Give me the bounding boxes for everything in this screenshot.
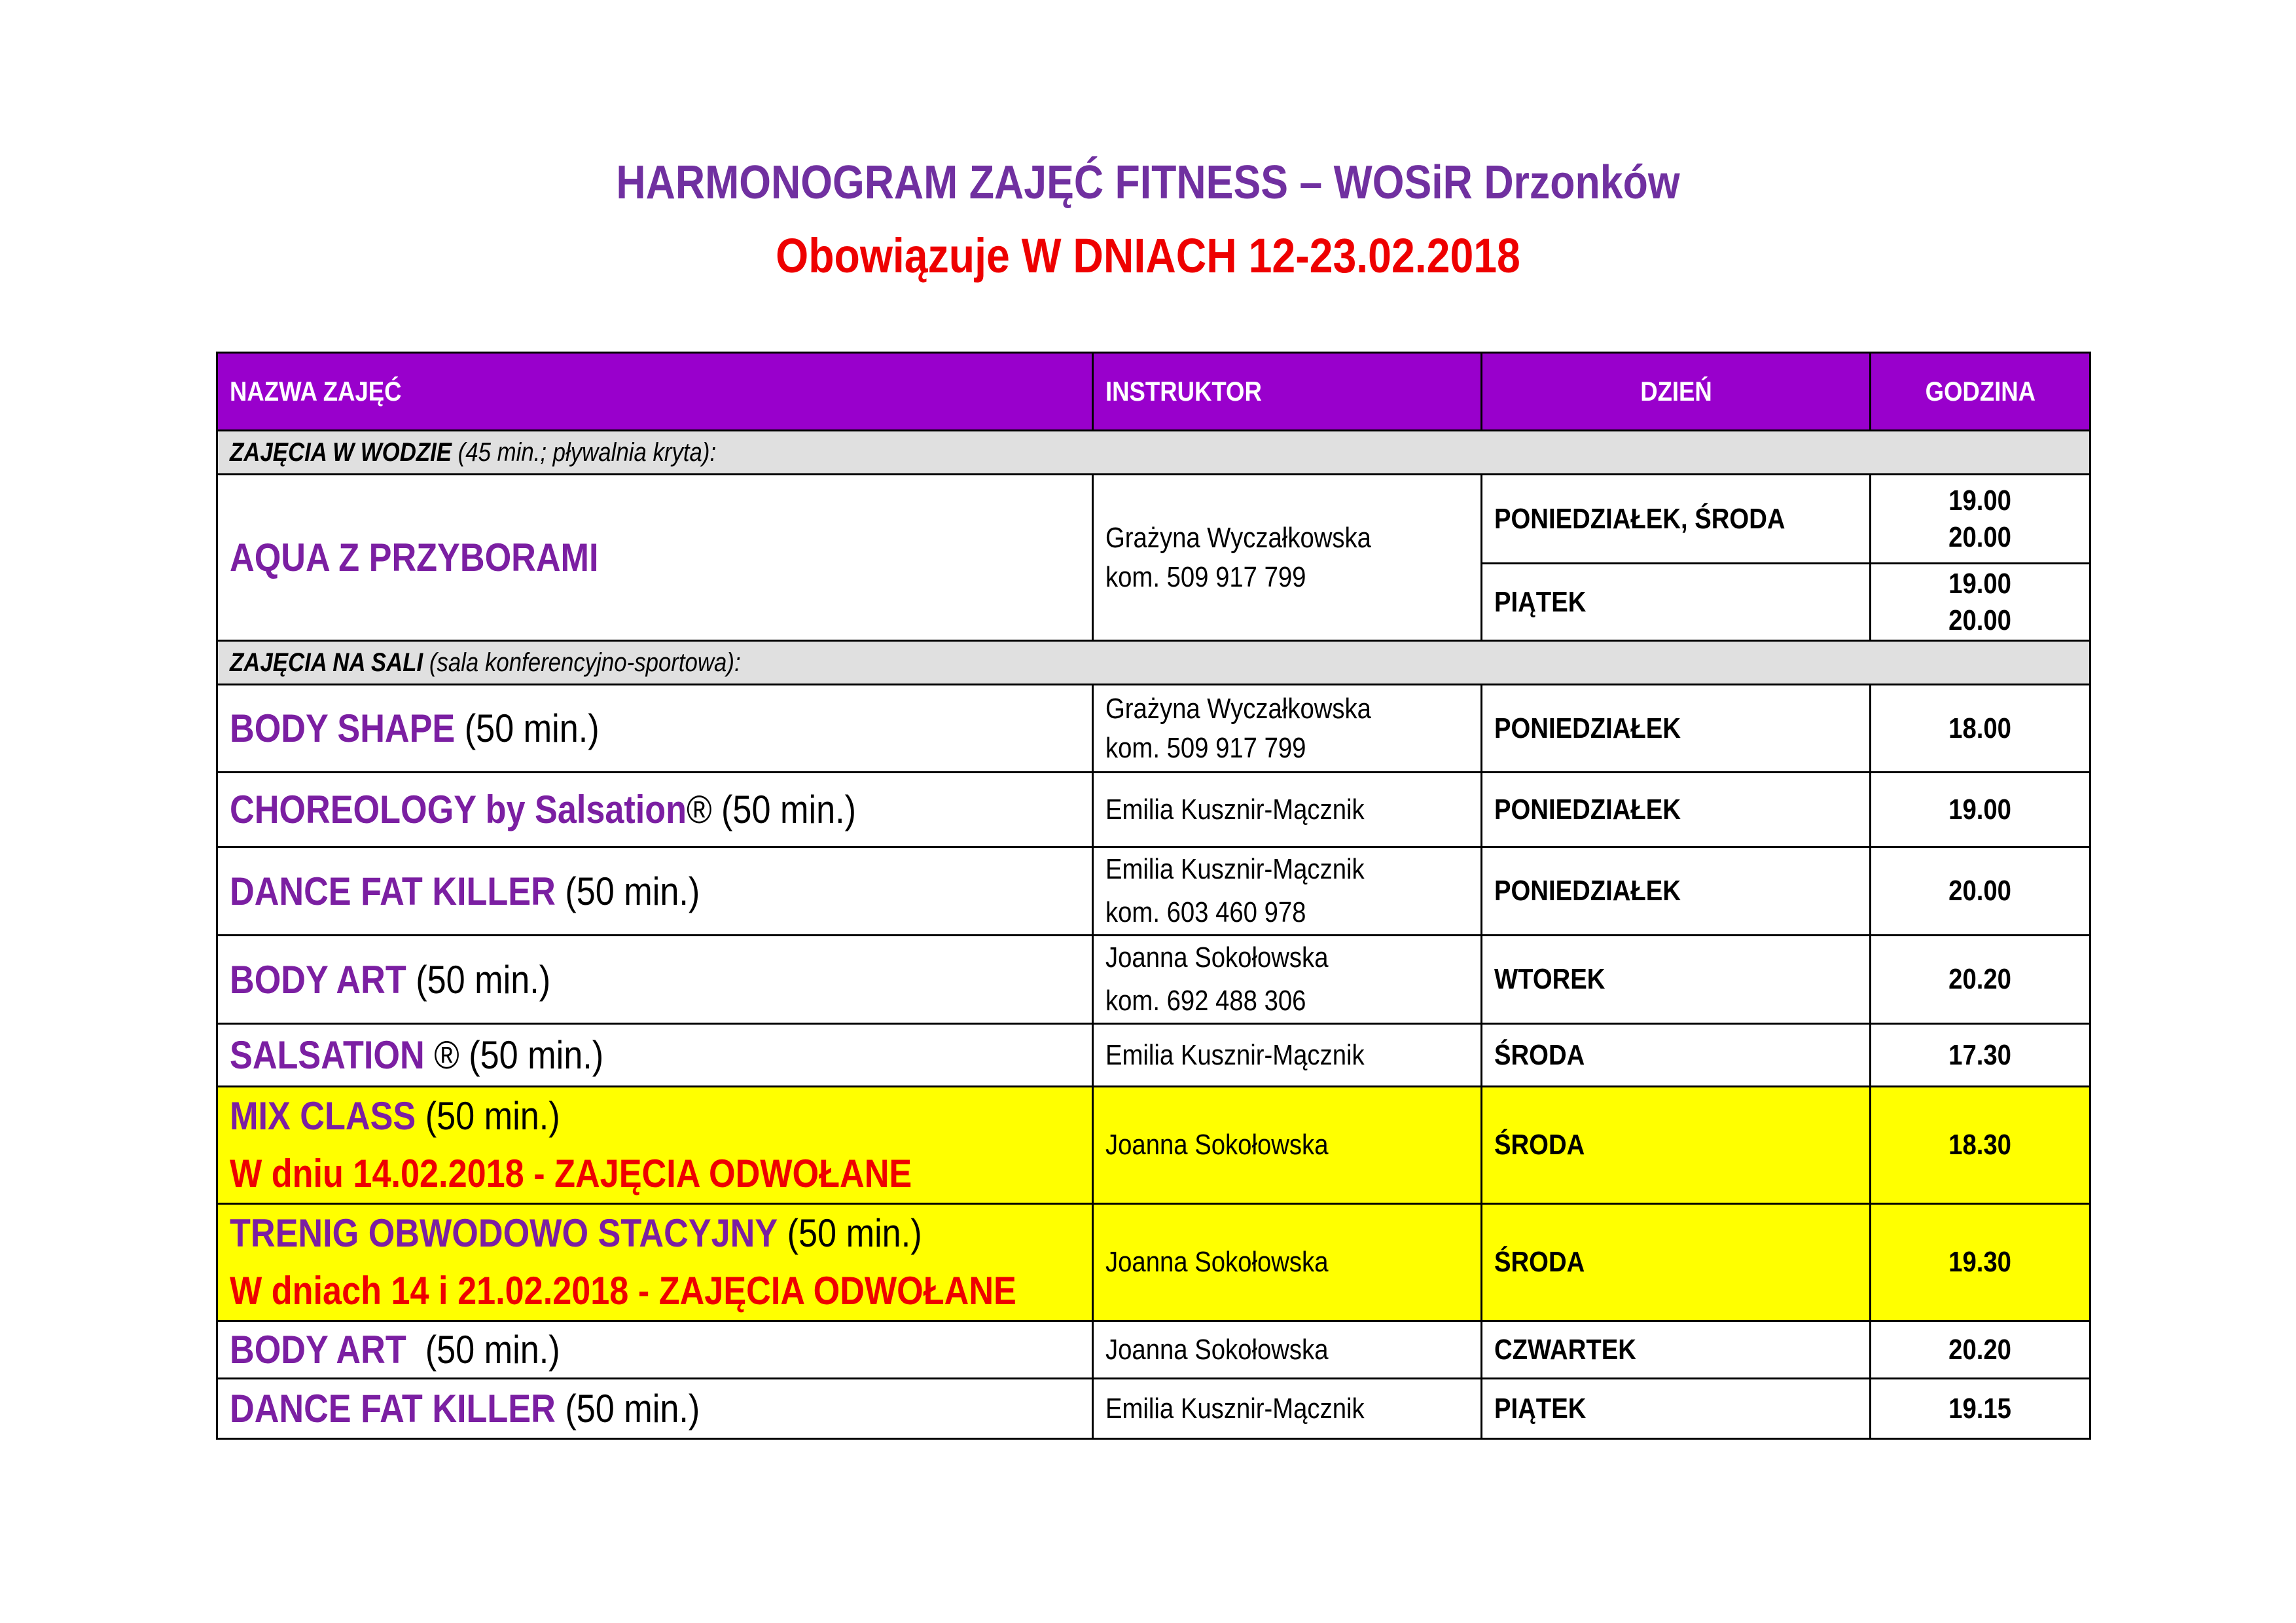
- hour-cell: 19.00: [1871, 773, 2090, 847]
- table-row: [217, 1379, 2090, 1439]
- column-header-name: NAZWA ZAJĘĆ: [217, 353, 1093, 431]
- column-header-instructor: INSTRUKTOR: [1093, 353, 1482, 431]
- instructor-cell: Emilia Kusznir-Mącznik kom. 603 460 978: [1093, 847, 1482, 936]
- day-cell: PONIEDZIAŁEK: [1482, 773, 1871, 847]
- day-cell: PIĄTEK: [1482, 564, 1871, 641]
- class-name-cell: MIX CLASS (50 min.) W dniu 14.02.2018 - ZAJĘCIA ODWOŁANE: [217, 1087, 1093, 1204]
- hour-cell: 18.30: [1871, 1087, 2090, 1204]
- cancellation-notice: W dniach 14 i 21.02.2018 - ZAJĘCIA ODWOŁANE: [230, 1269, 1016, 1313]
- column-header-hour: GODZINA: [1871, 353, 2090, 431]
- hour-cell: 17.30: [1871, 1024, 2090, 1087]
- class-name-cell: BODY SHAPE (50 min.): [217, 685, 1093, 773]
- day-cell: PIĄTEK: [1482, 1379, 1871, 1439]
- hour-cell: 20.20: [1871, 1321, 2090, 1379]
- table-header-row: [217, 353, 2090, 431]
- table-row: [217, 773, 2090, 847]
- table-row: [217, 685, 2090, 773]
- day-cell: ŚRODA: [1482, 1087, 1871, 1204]
- class-name-cell: AQUA Z PRZYBORAMI: [217, 475, 1093, 641]
- class-name-cell: BODY ART (50 min.): [217, 936, 1093, 1024]
- table-row: [217, 475, 2090, 564]
- day-cell: CZWARTEK: [1482, 1321, 1871, 1379]
- page-title: HARMONOGRAM ZAJĘĆ FITNESS – WOSiR Drzonków: [616, 156, 1680, 209]
- section-label: ZAJĘCIA W WODZIE (45 min.; pływalnia kryta):: [217, 431, 2090, 475]
- hour-cell: 19.00 20.00: [1871, 475, 2090, 564]
- table-row-cancelled: [217, 1204, 2090, 1321]
- table-row: [217, 936, 2090, 1024]
- table-row: [217, 1024, 2090, 1087]
- table-row: [217, 847, 2090, 936]
- instructor-cell: Emilia Kusznir-Mącznik: [1093, 773, 1482, 847]
- day-cell: PONIEDZIAŁEK: [1482, 847, 1871, 936]
- hour-cell: 20.20: [1871, 936, 2090, 1024]
- hour-cell: 19.30: [1871, 1204, 2090, 1321]
- class-name-cell: TRENIG OBWODOWO STACYJNY (50 min.) W dniach 14 i 21.02.2018 - ZAJĘCIA ODWOŁANE: [217, 1204, 1093, 1321]
- section-row-hall: [217, 641, 2090, 685]
- hour-cell: 18.00: [1871, 685, 2090, 773]
- column-header-day: DZIEŃ: [1482, 353, 1871, 431]
- section-row-water: [217, 431, 2090, 475]
- instructor-cell: Joanna Sokołowska kom. 692 488 306: [1093, 936, 1482, 1024]
- instructor-cell: Grażyna Wyczałkowska kom. 509 917 799: [1093, 475, 1482, 641]
- table-row: [217, 1321, 2090, 1379]
- page-subtitle: Obowiązuje W DNIACH 12-23.02.2018: [776, 228, 1520, 283]
- class-name-cell: BODY ART (50 min.): [217, 1321, 1093, 1379]
- section-label: ZAJĘCIA NA SALI (sala konferencyjno-sportowa):: [217, 641, 2090, 685]
- class-name-cell: CHOREOLOGY by Salsation® (50 min.): [217, 773, 1093, 847]
- hour-cell: 20.00: [1871, 847, 2090, 936]
- day-cell: ŚRODA: [1482, 1024, 1871, 1087]
- class-name-cell: DANCE FAT KILLER (50 min.): [217, 1379, 1093, 1439]
- schedule-table: [216, 352, 2091, 1440]
- hour-cell: 19.15: [1871, 1379, 2090, 1439]
- cancellation-notice: W dniu 14.02.2018 - ZAJĘCIA ODWOŁANE: [230, 1152, 912, 1195]
- class-name-cell: SALSATION ® (50 min.): [217, 1024, 1093, 1087]
- instructor-cell: Joanna Sokołowska: [1093, 1321, 1482, 1379]
- day-cell: PONIEDZIAŁEK: [1482, 685, 1871, 773]
- instructor-cell: Emilia Kusznir-Mącznik: [1093, 1024, 1482, 1087]
- day-cell: ŚRODA: [1482, 1204, 1871, 1321]
- instructor-cell: Grażyna Wyczałkowska kom. 509 917 799: [1093, 685, 1482, 773]
- table-row-cancelled: [217, 1087, 2090, 1204]
- instructor-cell: Joanna Sokołowska: [1093, 1204, 1482, 1321]
- instructor-cell: Joanna Sokołowska: [1093, 1087, 1482, 1204]
- instructor-cell: Emilia Kusznir-Mącznik: [1093, 1379, 1482, 1439]
- day-cell: WTOREK: [1482, 936, 1871, 1024]
- day-cell: PONIEDZIAŁEK, ŚRODA: [1482, 475, 1871, 564]
- hour-cell: 19.00 20.00: [1871, 564, 2090, 641]
- class-name-cell: DANCE FAT KILLER (50 min.): [217, 847, 1093, 936]
